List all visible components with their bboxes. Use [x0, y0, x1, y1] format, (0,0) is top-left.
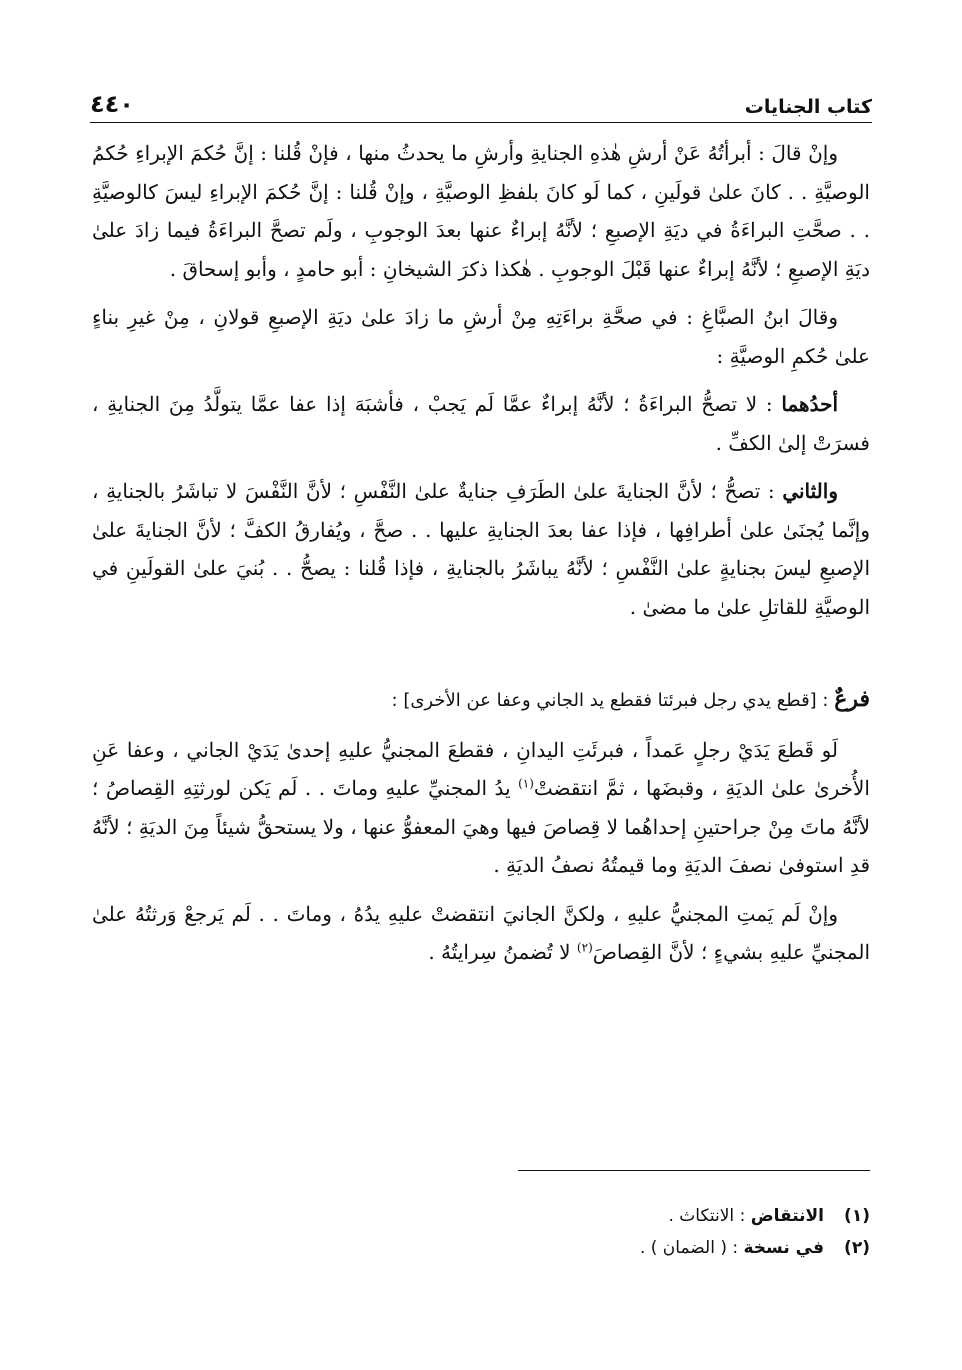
footnote-text: : ( الضمان ) . [639, 1238, 744, 1258]
footnote-term: الانتقاض [750, 1206, 824, 1226]
paragraph-6-text-a: وإنْ لَم يَمتِ المجنيُّ عليهِ ، ولكنَّ الجانيَ انتقضتْ عليهِ يدُهُ ، وماتَ . . لَم يَرجعْ وَرثتُهُ علىٰ المجنيِّ عليهِ بشيءٍ ؛ لأنَّ القِصاصَ [92, 901, 870, 964]
paragraph-gap [92, 721, 870, 731]
branch-label: فرعٌ [834, 686, 870, 712]
footnote-body [669, 1200, 825, 1232]
footnote-body [640, 1232, 824, 1264]
page-number: ٤٤٠ [90, 90, 134, 118]
header-divider [90, 122, 872, 123]
footnotes [92, 1200, 870, 1264]
paragraph-gap [92, 885, 870, 895]
footnote-number: (١) [844, 1206, 870, 1226]
paragraph-3 [92, 385, 870, 462]
footnote-2 [92, 1232, 870, 1264]
section-gap [92, 626, 870, 680]
first-opinion-text: : لا تصحُّ البراءَةُ ؛ لأنَّهُ إبراءٌ عمَّا لَم يَجبْ ، فأشبَهَ إذا عفا عمَّا يتولَّدُ مِنَ الجنايةِ ، فسرَتْ إلىٰ الكفِّ . [92, 392, 870, 455]
footnote-text: : الانتكاث . [668, 1206, 751, 1226]
footnote-ref-1[interactable]: (١) [518, 776, 534, 791]
paragraph-gap [92, 288, 870, 298]
branch-title: : [قطع يدي رجل فبرئتا فقطع يد الجاني وعفا عن الأخرى] : [391, 690, 835, 711]
second-opinion-text: : تصحُّ ؛ لأنَّ الجنايةَ علىٰ الطَرَفِ جنايةٌ علىٰ النَّفْسِ ؛ لأنَّ النَّفْسَ لا تباشَرُ بالجنايةِ ، وإنَّما يُجنَىٰ علىٰ أطرافِها ، فإذا عفا بعدَ الجنايةِ عليها . . صحَّ ، ويُفارقُ الكفَّ ؛ لأنَّ الجنايةَ علىٰ الإصبعِ ليسَ بجنايةٍ علىٰ النَّفْسِ ؛ لأنَّهُ يباشَرُ بالجنايةِ ، فإذا قُلنا : يصحُّ . . بُنيَ علىٰ القولَينِ في الوصيَّةِ للقاتلِ علىٰ ما مضىٰ . [92, 479, 870, 619]
footnote-1 [92, 1200, 870, 1232]
first-opinion-label: أحدُهما [781, 392, 838, 416]
paragraph-5-text-b: يدُ المجنيِّ عليهِ وماتَ . . لَم يَكن لورثتِهِ القِصاصُ ؛ لأنَّهُ ماتَ مِنْ جراحتينِ إحداهُما لا قِصاصَ فيها وهيَ المعفوُّ عنها ، ولا يستحقُّ شيئاً مِنَ الديَةِ ؛ لأنَّهُ قدِ استوفىٰ نصفَ الديَةِ وما قيمتُهُ نصفُ الديَةِ . [92, 776, 870, 877]
paragraph-5-text-a: لَو قَطعَ يَدَيْ رجلٍ عَمداً ، فبرئَتِ اليدانِ ، فقطعَ المجنيُّ عليهِ إحدىٰ يَدَيْ الجاني ، وعفا عَنِ الأُخرىٰ علىٰ الديَةِ ، وقبضَها ، ثمَّ انتقضتْ [92, 737, 870, 800]
paragraph-1: وإنْ قالَ : أبرأتُهُ عَنْ أرشِ هٰذهِ الجنايةِ وأرشِ ما يحدثُ منها ، فإنْ قُلنا : إنَّ حُكمَ الإبراءِ حُكمُ الوصيَّةِ . . كانَ علىٰ قولَينِ ، كما لَو كانَ بلفظِ الوصيَّةِ ، وإنْ قُلنا : إنَّ حُكمَ الإبراءِ ليسَ كالوصيَّةِ . . صحَّتِ البراءَةُ في ديَةِ الإصبعِ ؛ لأنَّهُ إبراءٌ عنها بعدَ الوجوبِ ، ولَم تصحَّ البراءَةُ فيما زادَ علىٰ ديَةِ الإصبعِ ؛ لأنَّهُ إبراءٌ عنها قَبْلَ الوجوبِ . هٰكذا ذكرَ الشيخانِ : أبو حامدٍ ، وأبو إسحاقَ . [92, 141, 870, 281]
branch-heading [92, 680, 870, 721]
chapter-title: كتاب الجنايات [744, 96, 872, 118]
paragraph-6-text-b: لا تُضمنُ سِرايتُهُ . [428, 940, 577, 964]
second-opinion-label: والثاني [782, 479, 838, 503]
main-text [92, 134, 870, 972]
footnote-ref-2[interactable]: (٢) [576, 940, 593, 955]
footnote-number: (٢) [844, 1238, 870, 1258]
paragraph-2: وقالَ ابنُ الصبَّاغِ : في صحَّةِ براءَتِهِ مِنْ أرشِ ما زادَ علىٰ ديَةِ الإصبعِ قولانِ ، مِنْ غيرِ بناءٍ علىٰ حُكمِ الوصيَّةِ : [92, 305, 870, 368]
paragraph-gap [92, 375, 870, 385]
footnote-divider [518, 1170, 870, 1171]
paragraph-gap [92, 462, 870, 472]
paragraph-4 [92, 472, 870, 626]
footnote-term: في نسخة [743, 1238, 824, 1258]
paragraph-5 [92, 731, 870, 885]
running-header [90, 82, 872, 118]
paragraph-6 [92, 895, 870, 972]
